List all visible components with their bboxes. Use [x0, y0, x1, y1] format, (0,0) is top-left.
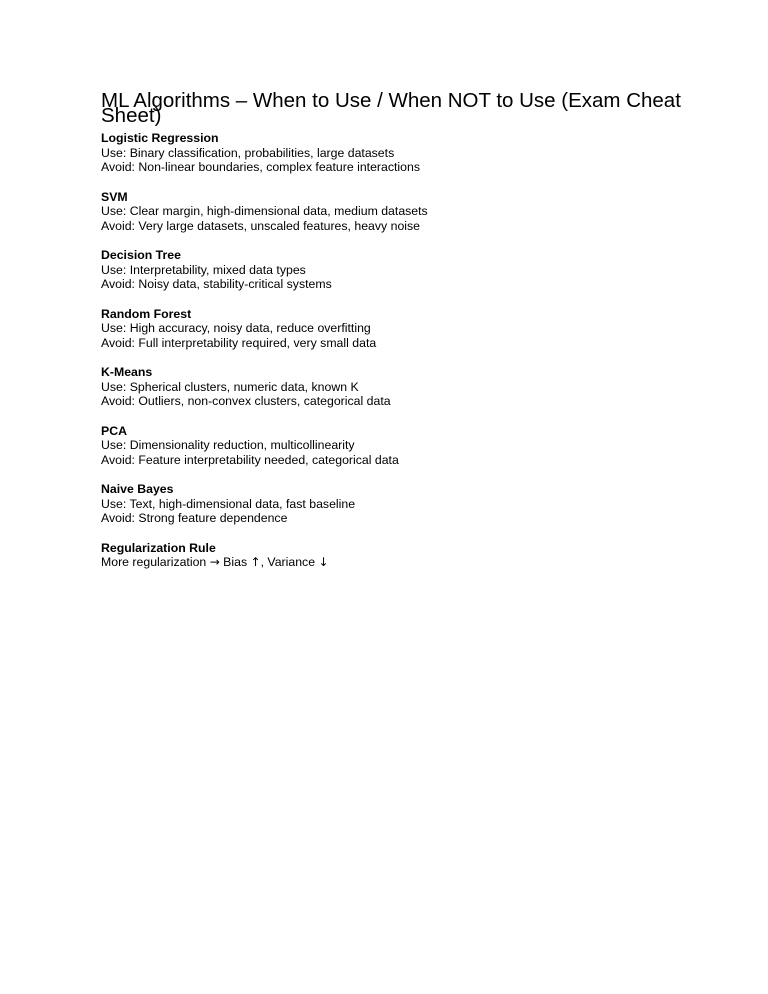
avoid-line: Avoid: Noisy data, stability-critical systems [101, 277, 332, 291]
section-random-forest [101, 307, 721, 351]
section-heading: PCA [101, 423, 127, 438]
use-line: Use: High accuracy, noisy data, reduce overfitting [101, 321, 371, 335]
section-heading: Regularization Rule [101, 540, 216, 555]
use-line: Use: Binary classification, probabilities, large datasets [101, 145, 395, 160]
arrow-right-icon: → [209, 555, 220, 569]
use-line: Use: Text, high-dimensional data, fast baseline [101, 496, 356, 511]
regularization-rule-line [101, 555, 721, 570]
avoid-line: Avoid: Full interpretability required, very small data [101, 335, 377, 350]
use-line: Use: Spherical clusters, numeric data, known K [101, 379, 359, 394]
section-logistic-regression [101, 131, 721, 175]
avoid-line: Avoid: Very large datasets, unscaled features, heavy noise [101, 218, 421, 233]
section-decision-tree [101, 248, 721, 292]
section-regularization-rule [101, 541, 721, 570]
rule-text-start: More regularization [101, 555, 210, 569]
section-pca [101, 424, 721, 468]
section-heading: Random Forest [101, 306, 192, 321]
rule-text-variance: , Variance [260, 555, 319, 569]
document-title: ML Algorithms – When to Use / When NOT to Use (Exam Cheat Sheet) [101, 89, 681, 127]
arrow-up-icon: ↑ [250, 555, 261, 569]
section-heading: Decision Tree [101, 248, 181, 262]
section-k-means [101, 365, 721, 409]
avoid-line: Avoid: Outliers, non-convex clusters, categorical data [101, 394, 391, 408]
avoid-line: Avoid: Feature interpretability needed, categorical data [101, 452, 399, 467]
document-page [101, 89, 721, 585]
use-line: Use: Clear margin, high-dimensional data, medium datasets [101, 204, 428, 218]
section-heading: Logistic Regression [101, 131, 219, 145]
section-heading: SVM [101, 189, 128, 204]
section-naive-bayes [101, 482, 721, 526]
avoid-line: Avoid: Non-linear boundaries, complex feature interactions [101, 160, 420, 174]
arrow-down-icon: ↓ [318, 555, 329, 569]
section-heading: K-Means [101, 365, 153, 379]
section-heading: Naive Bayes [101, 482, 174, 496]
section-svm [101, 190, 721, 234]
use-line: Use: Dimensionality reduction, multicollinearity [101, 438, 355, 452]
avoid-line: Avoid: Strong feature dependence [101, 511, 288, 525]
rule-text-bias: Bias [219, 555, 251, 569]
use-line: Use: Interpretability, mixed data types [101, 262, 306, 277]
